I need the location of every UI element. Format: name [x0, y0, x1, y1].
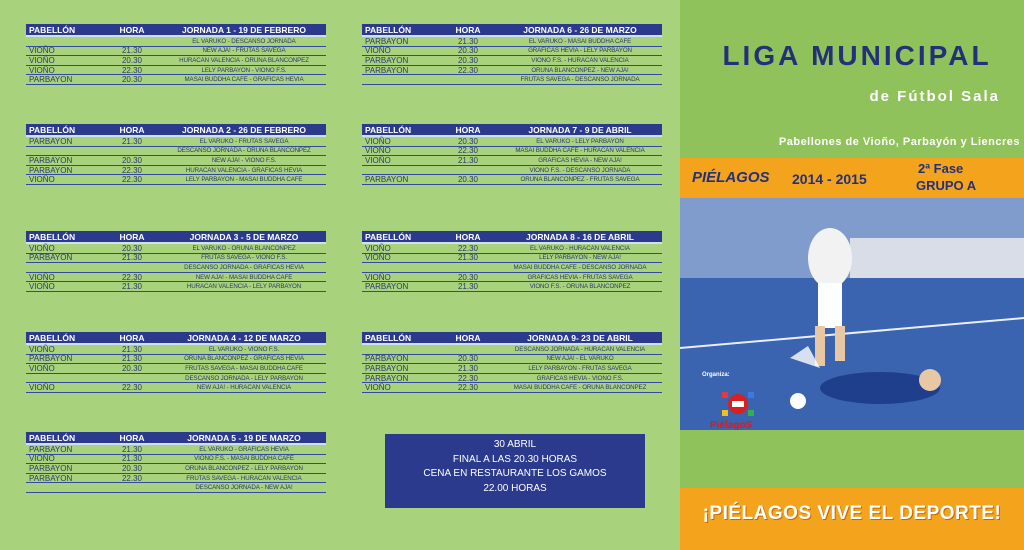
- table-row: [26, 75, 326, 85]
- cell-match: GRÁFICAS HEVIA - FRUTAS SAVEGA: [527, 273, 633, 281]
- cell-pabellon: VIOÑO: [29, 344, 55, 354]
- final-date: 30 ABRIL: [493, 439, 537, 450]
- cell-pabellon: PARBAYON: [29, 75, 73, 85]
- header-pabellon: PABELLÓN: [29, 24, 76, 35]
- cell-match: VIOÑO F.S. - ORUÑA BLANCONPEZ: [529, 283, 631, 291]
- table-row: [26, 47, 326, 57]
- table-header: [26, 231, 326, 244]
- jornada-block: [26, 124, 326, 185]
- table-row: [26, 364, 326, 374]
- cell-match: MASAI BUDDHA CAFÉ - ORUÑA BLANCONPEZ: [513, 384, 647, 392]
- table-row: [26, 263, 326, 273]
- group-label: GRUPO A: [916, 178, 977, 193]
- cell-match: DESCANSO JORNADA - ORUÑA BLANCONPEZ: [177, 147, 311, 155]
- cell-hora: 20.30: [457, 272, 479, 282]
- cell-pabellon: PARBAYON: [365, 282, 409, 292]
- header-jornada: JORNADA 2 - 26 DE FEBRERO: [182, 124, 306, 135]
- cover-title: LIGA MUNICIPAL: [722, 40, 992, 71]
- cell-match: GRÁFICAS HEVIA - NEW AJA!: [538, 156, 622, 164]
- cell-match: GRÁFICAS HEVIA - LELY PARBAYÓN: [528, 47, 632, 55]
- cell-hora: 22.30: [121, 65, 143, 75]
- table-row: [362, 374, 662, 384]
- cell-hora: 20.30: [457, 136, 479, 146]
- cell-hora: 20.30: [121, 243, 143, 253]
- table-header: [26, 332, 326, 345]
- table-row: [26, 66, 326, 76]
- header-hora: HORA: [119, 231, 145, 242]
- table-row: [26, 254, 326, 264]
- cell-match: FRUTAS SAVEGA - VIOÑO F.S.: [201, 254, 287, 262]
- table-row: [26, 445, 326, 455]
- final-time: FINAL A LAS 20.30 HORAS: [452, 453, 578, 465]
- cell-hora: 21.30: [121, 136, 143, 146]
- header-jornada: JORNADA 4 - 12 DE MARZO: [187, 332, 301, 343]
- jornada-block: [362, 332, 662, 393]
- cell-match: DESCANSO JORNADA - LELY PARBAYÓN: [185, 374, 303, 382]
- cell-match: NEW AJA! - VIOÑO F.S.: [211, 156, 277, 164]
- cell-hora: 21.30: [121, 354, 143, 364]
- cell-hora: 22.30: [457, 383, 479, 393]
- brand-name: PIÉLAGOS: [692, 169, 770, 186]
- cover-venues: Pabellones de Vioño, Parbayón y Liencres: [778, 136, 1020, 148]
- cell-match: MASAI BUDDHA CAFÉ - DESCANSO JORNADA: [513, 263, 647, 271]
- table-row: [362, 56, 662, 66]
- header-jornada: JORNADA 8 - 16 DE ABRIL: [526, 231, 634, 242]
- cell-pabellon: PARBAYON: [365, 55, 409, 65]
- cell-pabellon: VIOÑO: [29, 243, 55, 253]
- cell-pabellon: VIOÑO: [29, 175, 55, 185]
- table-row: [362, 137, 662, 147]
- table-row: [26, 355, 326, 365]
- table-row: [26, 175, 326, 185]
- table-row: [26, 383, 326, 393]
- cover-panel: [680, 0, 1024, 550]
- cell-match: HURACÁN VALENCIA - ORUÑA BLANCONPEZ: [179, 56, 309, 64]
- cell-pabellon: VIOÑO: [29, 272, 55, 282]
- cell-match: LELY PARBAYÓN - MASAI BUDDHA CAFÉ: [185, 176, 303, 184]
- cell-match: GRÁFICAS HEVIA - VIOÑO F.S.: [536, 374, 624, 382]
- logo-text: PiélagoS: [710, 420, 753, 431]
- table-row: [26, 147, 326, 157]
- table-row: [26, 483, 326, 493]
- cell-match: ORUÑA BLANCONPEZ - LELY PARBAYÓN: [185, 464, 303, 472]
- cell-match: LELY PARBAYÓN - VIOÑO F.S.: [201, 66, 287, 74]
- cell-match: VIOÑO F.S. - DESCANSO JORNADA: [529, 166, 631, 174]
- cell-pabellon: VIOÑO: [365, 253, 391, 263]
- cell-hora: 21.30: [121, 282, 143, 292]
- header-hora: HORA: [455, 231, 481, 242]
- cell-match: VIOÑO F.S. - HURACÁN VALENCIA: [531, 56, 629, 64]
- cell-pabellon: PARBAYON: [29, 155, 73, 165]
- cell-pabellon: PARBAYON: [365, 363, 409, 373]
- cell-hora: 21.30: [121, 454, 143, 464]
- cell-hora: 21.30: [121, 344, 143, 354]
- table-row: [362, 282, 662, 292]
- cell-hora: 20.30: [121, 75, 143, 85]
- cell-match: EL VARUKO - VIOÑO F.S.: [208, 345, 280, 353]
- cell-pabellon: VIOÑO: [29, 363, 55, 373]
- table-row: [362, 254, 662, 264]
- cell-pabellon: PARBAYON: [365, 373, 409, 383]
- cell-pabellon: PARBAYON: [29, 354, 73, 364]
- cell-pabellon: PARBAYON: [365, 65, 409, 75]
- cell-hora: 21.30: [457, 363, 479, 373]
- cell-match: EL VARUKO - MASAI BUDDHA CAFÉ: [528, 37, 632, 45]
- table-header: [362, 231, 662, 244]
- cell-match: FRUTAS SAVEGA - MASAI BUDDHA CAFÉ: [185, 364, 303, 372]
- cell-pabellon: VIOÑO: [365, 146, 391, 156]
- table-row: [362, 147, 662, 157]
- header-hora: HORA: [119, 332, 145, 343]
- cell-match: EL VARUKO - ORUÑA BLANCONPEZ: [192, 244, 296, 252]
- cell-hora: 22.30: [121, 383, 143, 393]
- table-row: [362, 166, 662, 176]
- cell-match: LELY PARBAYÓN - FRUTAS SAVEGA: [528, 364, 632, 372]
- cell-pabellon: PARBAYON: [29, 473, 73, 483]
- cell-hora: 20.30: [457, 55, 479, 65]
- cell-hora: 20.30: [121, 463, 143, 473]
- cell-pabellon: VIOÑO: [365, 46, 391, 56]
- table-row: [362, 175, 662, 185]
- cell-match: NEW AJA! - EL VARUKO: [546, 355, 614, 363]
- dinner-time: 22.00 HORAS: [483, 482, 547, 494]
- cell-hora: 21.30: [457, 36, 479, 46]
- table-row: [26, 37, 326, 47]
- cell-hora: 20.30: [457, 46, 479, 56]
- header-pabellon: PABELLÓN: [365, 332, 412, 343]
- cell-hora: 20.30: [121, 55, 143, 65]
- cell-match: FRUTAS SAVEGA - HURACÁN VALENCIA: [186, 474, 302, 482]
- organizer-label: Organiza:: [702, 372, 730, 378]
- table-row: [26, 374, 326, 384]
- cell-hora: 21.30: [121, 444, 143, 454]
- header-jornada: JORNADA 1 - 19 DE FEBRERO: [182, 24, 306, 35]
- table-row: [26, 56, 326, 66]
- table-row: [26, 156, 326, 166]
- cell-hora: 20.30: [457, 354, 479, 364]
- header-pabellon: PABELLÓN: [29, 432, 76, 443]
- header-pabellon: PABELLÓN: [29, 231, 76, 242]
- cell-pabellon: VIOÑO: [29, 65, 55, 75]
- jornada-block: [26, 432, 326, 493]
- header-jornada: JORNADA 3 - 5 DE MARZO: [189, 231, 299, 242]
- header-jornada: JORNADA 6 - 26 DE MARZO: [523, 24, 637, 35]
- cell-pabellon: PARBAYON: [29, 136, 73, 146]
- cell-match: ORUÑA BLANCONPEZ - GRÁFICAS HEVIA: [184, 355, 304, 363]
- cell-pabellon: PARBAYON: [365, 175, 409, 185]
- cell-hora: 22.30: [121, 165, 143, 175]
- cell-match: NEW AJA! - MASAI BUDDHA CAFÉ: [195, 273, 293, 281]
- cell-pabellon: VIOÑO: [365, 243, 391, 253]
- header-pabellon: PABELLÓN: [29, 124, 76, 135]
- table-row: [362, 345, 662, 355]
- header-hora: HORA: [455, 24, 481, 35]
- cell-pabellon: PARBAYON: [29, 253, 73, 263]
- cell-match: NEW AJA! - HURACÁN VALENCIA: [196, 384, 292, 392]
- cell-match: NEW AJA! - FRUTAS SAVEGA: [202, 47, 286, 55]
- slogan: ¡PIÉLAGOS VIVE EL DEPORTE!: [702, 503, 1002, 524]
- header-jornada: JORNADA 9- 23 DE ABRIL: [527, 332, 633, 343]
- table-row: [362, 156, 662, 166]
- cell-hora: 21.30: [457, 253, 479, 263]
- jornada-block: [26, 24, 326, 85]
- cell-match: LELY PARBAYÓN - NEW AJA!: [539, 254, 621, 262]
- cell-match: DESCANSO JORNADA - NEW AJA!: [195, 484, 293, 492]
- cell-pabellon: VIOÑO: [29, 454, 55, 464]
- cell-match: DESCANSO JORNADA - HURACÁN VALENCIA: [514, 345, 646, 353]
- cell-hora: 22.30: [457, 373, 479, 383]
- cell-pabellon: PARBAYON: [29, 165, 73, 175]
- table-row: [362, 66, 662, 76]
- cell-match: ORUÑA BLANCONPEZ - NEW AJA!: [531, 66, 629, 74]
- cell-pabellon: PARBAYON: [365, 354, 409, 364]
- header-hora: HORA: [455, 332, 481, 343]
- cell-pabellon: PARBAYON: [365, 36, 409, 46]
- cell-pabellon: VIOÑO: [29, 55, 55, 65]
- cell-pabellon: VIOÑO: [29, 282, 55, 292]
- table-row: [362, 47, 662, 57]
- table-row: [362, 263, 662, 273]
- table-header: [26, 124, 326, 137]
- cell-match: ORUÑA BLANCONPEZ - FRUTAS SAVEGA: [520, 176, 640, 184]
- season-years: 2014 - 2015: [792, 171, 867, 187]
- header-hora: HORA: [119, 124, 145, 135]
- cell-match: VIOÑO F.S. - MASAI BUDDHA CAFÉ: [194, 455, 294, 463]
- cell-hora: 20.30: [457, 175, 479, 185]
- table-row: [26, 273, 326, 283]
- cell-pabellon: VIOÑO: [365, 155, 391, 165]
- cell-match: EL VARUKO - GRÁFICAS HEVIA: [199, 445, 289, 453]
- table-row: [26, 244, 326, 254]
- cell-pabellon: PARBAYON: [29, 444, 73, 454]
- table-header: [362, 24, 662, 37]
- dinner-location: CENA EN RESTAURANTE LOS GAMOS: [423, 468, 607, 479]
- header-jornada: JORNADA 7 - 9 DE ABRIL: [528, 124, 632, 135]
- table-row: [362, 75, 662, 85]
- table-row: [26, 474, 326, 484]
- cell-pabellon: VIOÑO: [365, 136, 391, 146]
- jornada-block: [362, 24, 662, 85]
- table-row: [26, 464, 326, 474]
- table-row: [362, 355, 662, 365]
- header-pabellon: PABELLÓN: [365, 124, 412, 135]
- cell-pabellon: PARBAYON: [29, 463, 73, 473]
- header-pabellon: PABELLÓN: [29, 332, 76, 343]
- jornada-block: [362, 231, 662, 292]
- table-row: [26, 137, 326, 147]
- table-row: [362, 273, 662, 283]
- table-row: [362, 244, 662, 254]
- cell-match: HURACÁN VALENCIA - LELY PARBAYÓN: [186, 283, 302, 291]
- cell-match: EL VARUKO - FRUTAS SAVEGA: [199, 137, 289, 145]
- cell-match: MASAI BUDDHA CAFÉ - HURACÁN VALENCIA: [515, 147, 645, 155]
- table-row: [26, 282, 326, 292]
- jornada-block: [26, 231, 326, 292]
- table-row: [26, 455, 326, 465]
- cell-hora: 21.30: [457, 282, 479, 292]
- header-hora: HORA: [119, 432, 145, 443]
- table-row: [26, 166, 326, 176]
- cell-pabellon: VIOÑO: [29, 46, 55, 56]
- final-info-box: [385, 434, 645, 508]
- cell-match: HURACÁN VALENCIA - GRÁFICAS HEVIA: [185, 166, 303, 174]
- cell-pabellon: VIOÑO: [29, 383, 55, 393]
- cell-match: MASAI BUDDHA CAFÉ - GRÁFICAS HEVIA: [184, 76, 304, 84]
- cell-hora: 22.30: [121, 175, 143, 185]
- jornada-block: [26, 332, 326, 393]
- cell-match: DESCANSO JORNADA - GRÁFICAS HEVIA: [184, 263, 304, 271]
- table-row: [26, 345, 326, 355]
- header-jornada: JORNADA 5 - 19 DE MARZO: [187, 432, 301, 443]
- cell-hora: 20.30: [121, 155, 143, 165]
- cell-hora: 21.30: [457, 155, 479, 165]
- header-pabellon: PABELLÓN: [365, 24, 412, 35]
- cell-match: EL VARUKO - DESCANSO JORNADA: [192, 37, 296, 45]
- cell-hora: 22.30: [121, 272, 143, 282]
- cell-hora: 22.30: [121, 473, 143, 483]
- table-row: [362, 364, 662, 374]
- table-header: [26, 24, 326, 37]
- cell-hora: 20.30: [121, 363, 143, 373]
- cell-hora: 22.30: [457, 65, 479, 75]
- cell-match: EL VARUKO - LELY PARBAYÓN: [536, 137, 624, 145]
- cell-hora: 22.30: [457, 243, 479, 253]
- header-pabellon: PABELLÓN: [365, 231, 412, 242]
- cover-subtitle: de Fútbol Sala: [869, 88, 1000, 105]
- jornada-block: [362, 124, 662, 185]
- cell-pabellon: VIOÑO: [365, 272, 391, 282]
- table-header: [362, 332, 662, 345]
- cell-match: EL VARUKO - HURACÁN VALENCIA: [530, 244, 630, 252]
- pielagos-logo-icon: [720, 388, 756, 420]
- table-header: [26, 432, 326, 445]
- cell-match: FRUTAS SAVEGA - DESCANSO JORNADA: [520, 76, 640, 84]
- cell-hora: 21.30: [121, 46, 143, 56]
- table-row: [362, 37, 662, 47]
- table-header: [362, 124, 662, 137]
- cell-hora: 21.30: [121, 253, 143, 263]
- header-hora: HORA: [455, 124, 481, 135]
- cell-hora: 22.30: [457, 146, 479, 156]
- header-hora: HORA: [119, 24, 145, 35]
- table-row: [362, 383, 662, 393]
- cell-pabellon: VIOÑO: [365, 383, 391, 393]
- phase-label: 2ª Fase: [918, 161, 964, 176]
